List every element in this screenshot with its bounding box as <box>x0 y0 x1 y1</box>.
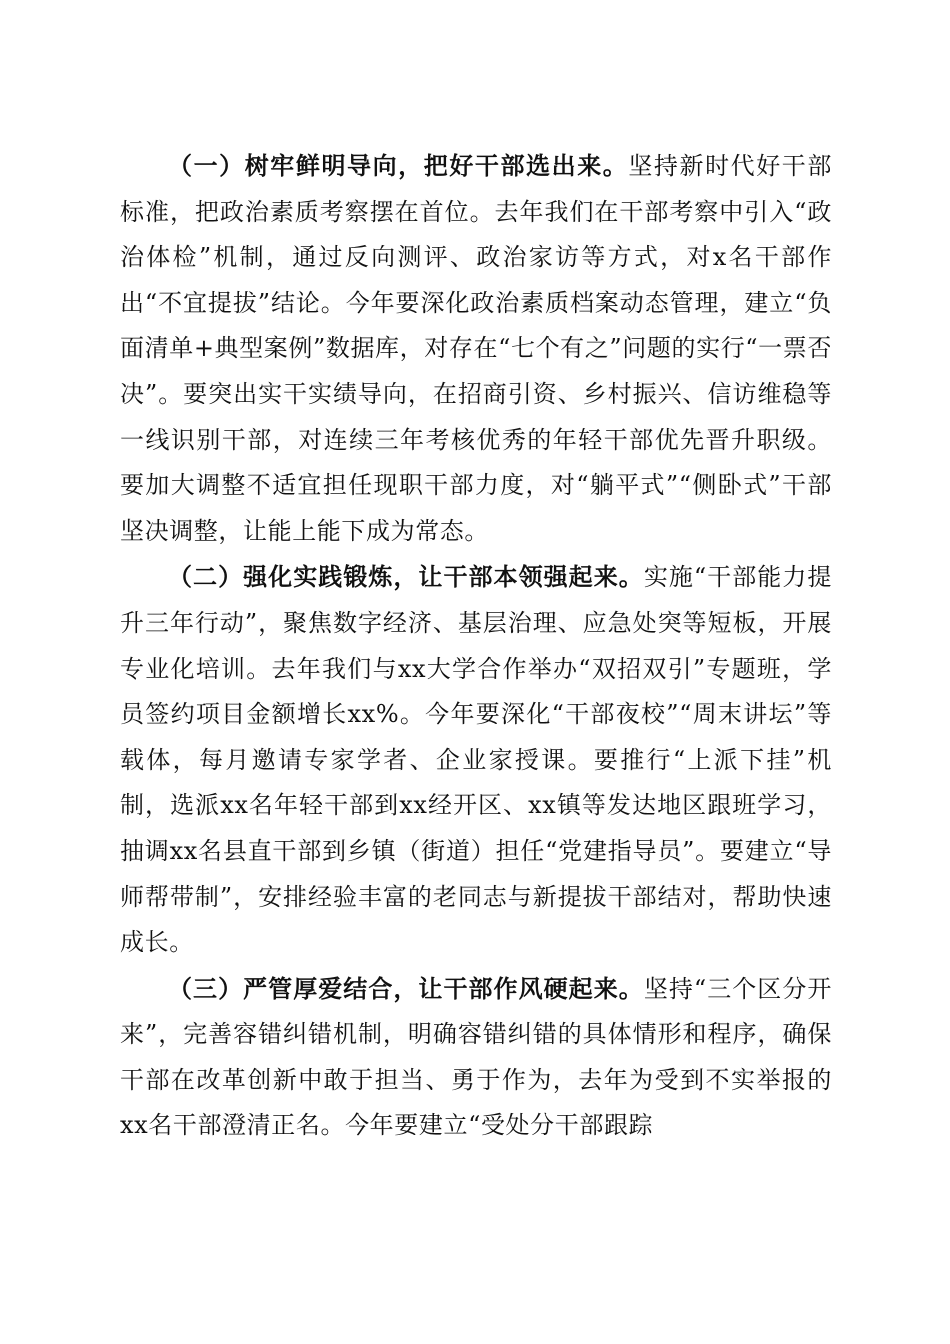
paragraph-3-heading: （三）严管厚爱结合，让干部作风硬起来。 <box>168 973 644 1003</box>
paragraph-3 <box>120 966 832 1149</box>
paragraph-3-text: 坚持“三个区分开来”，完善容错纠错机制，明确容错纠错的具体情形和程序，确保干部在改革创新中敢于担当、勇于作为，去年为受到不实举报的xx名干部澄清正名。今年要建立“受处分干部跟踪 <box>120 974 832 1140</box>
document-body <box>120 143 832 1149</box>
paragraph-2-heading: （二）强化实践锻炼，让干部本领强起来。 <box>168 562 644 592</box>
paragraph-2 <box>120 554 832 965</box>
paragraph-1-text: 坚持新时代好干部标准，把政治素质考察摆在首位。去年我们在干部考察中引入“政治体检”机制，通过反向测评、政治家访等方式，对x名干部作出“不宜提拔”结论。今年要深化政治素质档案动态管理，建立“负面清单+典型案例”数据库，对存在“七个有之”问题的实行“一票否决”。要突出实干实绩导向，在招商引资、乡村振兴、信访维稳等一线识别干部，对连续三年考核优秀的年轻干部优先晋升职级。要加大调整不适宜担任现职干部力度，对“躺平式”“侧卧式”干部坚决调整，让能上能下成为常态。 <box>120 152 832 545</box>
paragraph-1-heading: （一）树牢鲜明导向，把好干部选出来。 <box>168 151 629 180</box>
paragraph-2-text: 实施“干部能力提升三年行动”，聚焦数字经济、基层治理、应急处突等短板，开展专业化培训。去年我们与xx大学合作举办“双招双引”专题班，学员签约项目金额增长xx%。今年要深化“干部夜校”“周末讲坛”等载体，每月邀请专家学者、企业家授课。要推行“上派下挂”机制，选派xx名年轻干部到xx经开区、xx镇等发达地区跟班学习，抽调xx名县直干部到乡镇（街道）担任“党建指导员”。要建立“导师帮带制”，安排经验丰富的老同志与新提拔干部结对，帮助快速成长。 <box>120 563 832 957</box>
paragraph-1 <box>120 143 832 554</box>
